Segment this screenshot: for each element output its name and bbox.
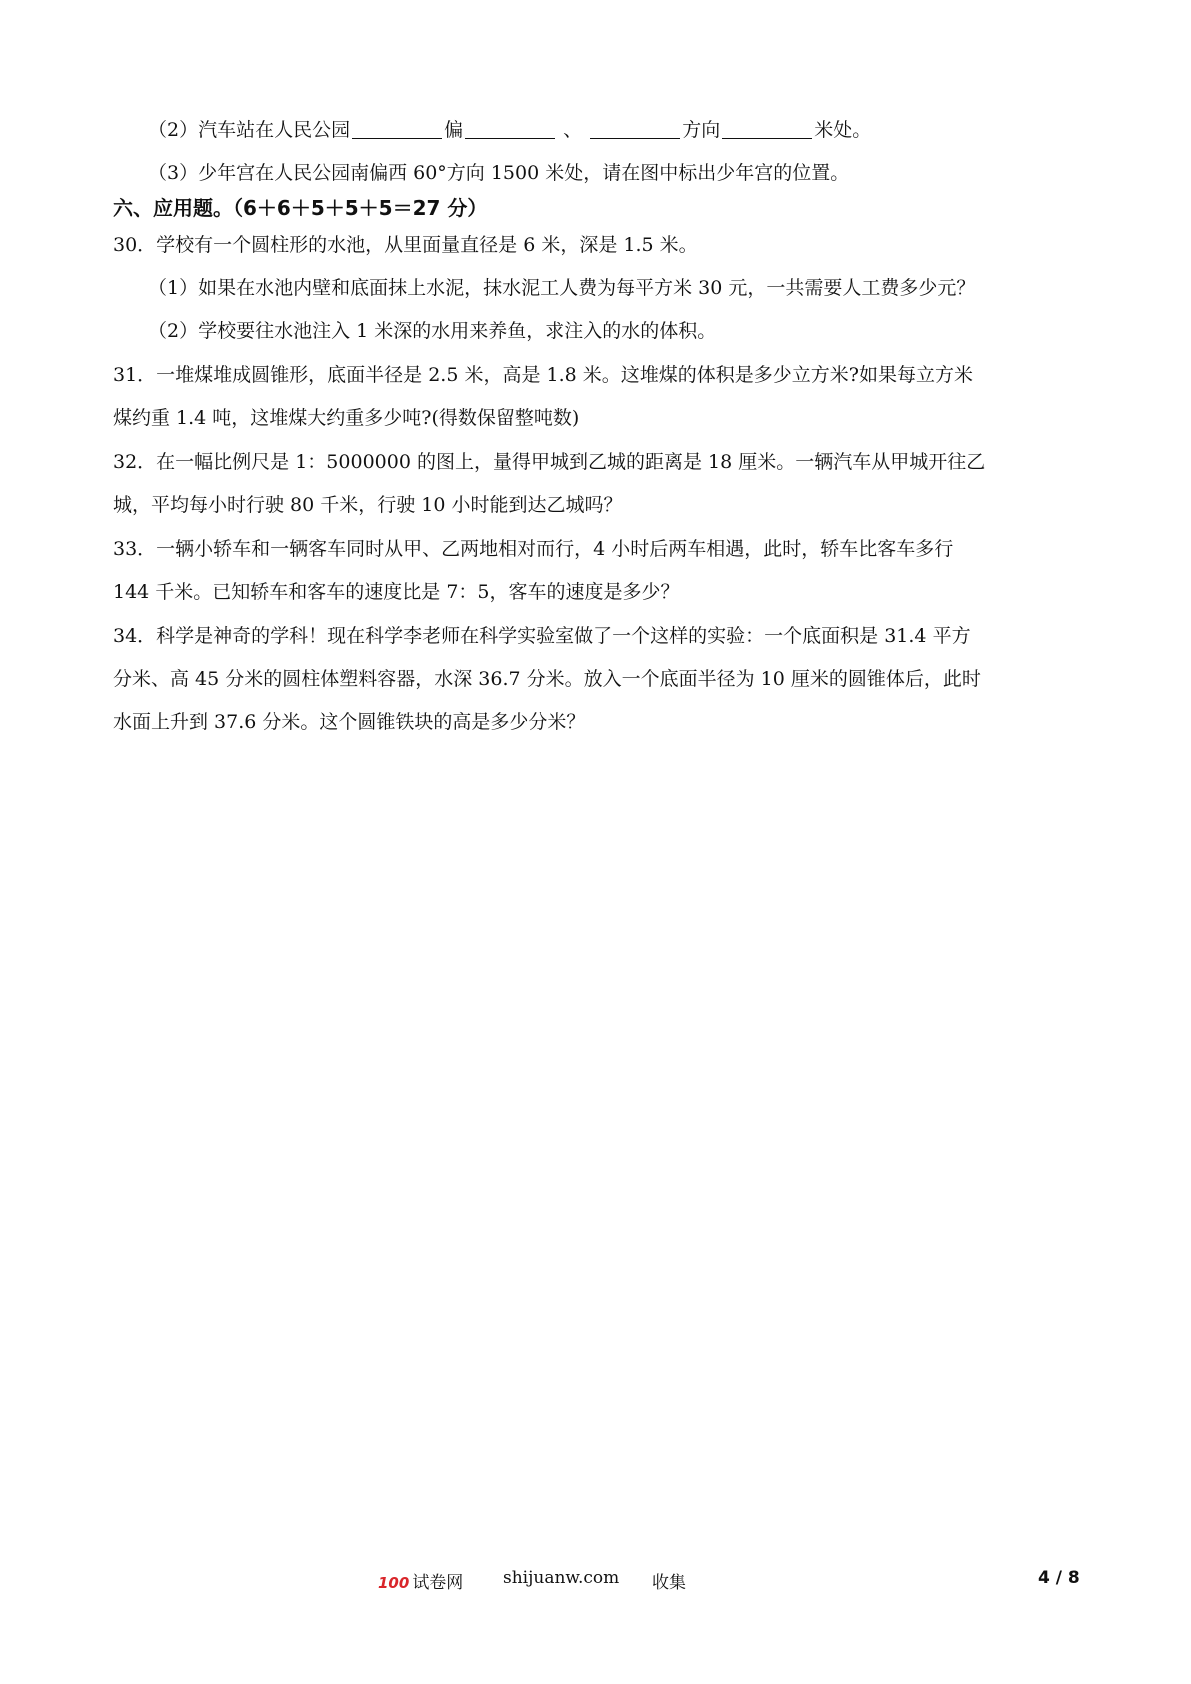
site-url[interactable]: shijuanw.com (503, 1568, 620, 1588)
q29-part2-mid3: 方向 (682, 119, 721, 141)
answer-blank-4[interactable] (722, 118, 812, 139)
q29-part2-prefix: （2）汽车站在人民公园 (148, 119, 351, 141)
q29-part2 (148, 117, 1118, 143)
answer-blank-2[interactable] (465, 118, 555, 139)
q30-part1: （1）如果在水池内壁和底面抹上水泥，抹水泥工人费为每平方米 30 元，一共需要人工费多少元？ (148, 277, 976, 299)
q34-line1: 34．科学是神奇的学科！现在科学李老师在科学实验室做了一个这样的实验：一个底面积是 31.4 平方 (113, 625, 971, 647)
q30-part2: （2）学校要往水池注入 1 米深的水用来养鱼，求注入的水的体积。 (148, 320, 717, 342)
answer-blank-1[interactable] (352, 118, 442, 139)
q30-stem: 30．学校有一个圆柱形的水池，从里面量直径是 6 米，深是 1.5 米。 (113, 234, 698, 256)
q29-part2-mid2: 、 (557, 119, 583, 141)
logo-number: 100 (378, 1574, 410, 1592)
q31-line2: 煤约重 1.4 吨，这堆煤大约重多少吨?(得数保留整吨数) (113, 407, 580, 429)
q32-line1: 32．在一幅比例尺是 1：5000000 的图上，量得甲城到乙城的距离是 18 厘米。一辆汽车从甲城开往乙 (113, 451, 986, 473)
q29-part3: （3）少年宫在人民公园南偏西 60°方向 1500 米处，请在图中标出少年宫的位置。 (148, 162, 850, 184)
q32-line2: 城，平均每小时行驶 80 千米，行驶 10 小时能到达乙城吗？ (113, 494, 623, 516)
q29-part2-mid1: 偏 (444, 119, 464, 141)
page-number: 4 / 8 (1038, 1568, 1080, 1588)
page-footer (0, 1568, 1191, 1598)
site-logo[interactable] (378, 1568, 463, 1593)
section-title: 六、应用题。（6＋6＋5＋5＋5＝27 分） (113, 196, 488, 220)
q29-part2-suffix: 米处。 (814, 119, 872, 141)
collect-label: 收集 (652, 1573, 686, 1593)
answer-blank-3[interactable] (590, 118, 680, 139)
q34-line3: 水面上升到 37.6 分米。这个圆锥铁块的高是多少分米？ (113, 711, 586, 733)
logo-text: 试卷网 (412, 1573, 464, 1593)
q33-line1: 33．一辆小轿车和一辆客车同时从甲、乙两地相对而行，4 小时后两车相遇，此时，轿车比客车多行 (113, 538, 954, 560)
q34-line2: 分米、高 45 分米的圆柱体塑料容器，水深 36.7 分米。放入一个底面半径为 10 厘米的圆锥体后，此时 (113, 668, 981, 690)
q33-line2: 144 千米。已知轿车和客车的速度比是 7：5，客车的速度是多少？ (113, 581, 680, 603)
q31-line1: 31．一堆煤堆成圆锥形，底面半径是 2.5 米，高是 1.8 米。这堆煤的体积是多少立方米?如果每立方米 (113, 364, 973, 386)
